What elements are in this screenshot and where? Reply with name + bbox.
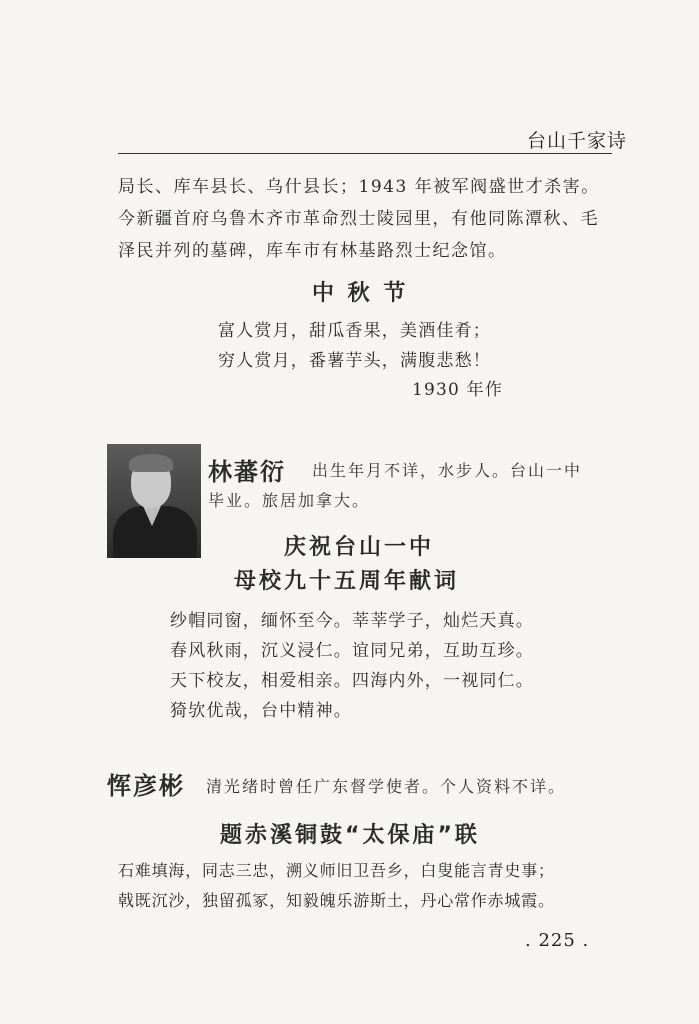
poem-line: 穷人赏月，番薯芋头，满腹悲愁！ [218,351,491,371]
intro-line: 今新疆首府乌鲁木齐市革命烈士陵园里，有他同陈潭秋、毛 [118,209,599,229]
couplet-line: 石难填海，同志三忠，溯义师旧卫吾乡，白叟能言青史事； [118,861,555,880]
author-bio: 毕业。旅居加拿大。 [208,491,371,510]
couplet-line: 戟既沉沙，独留孤冢，知毅魄乐游斯土，丹心常作赤城霞。 [118,891,555,910]
poem-line: 春风秋雨，沉义浸仁。谊同兄弟，互助互珍。 [170,641,534,661]
poem-line: 富人赏月，甜瓜香果，美酒佳肴； [218,321,491,341]
poem-line: 猗欤优哉，台中精神。 [170,701,352,721]
author-name: 林蕃衍 [208,458,286,486]
poem-title: 庆祝台山一中 [284,535,435,560]
poem-title: 母校九十五周年献词 [234,569,460,594]
header-rule [118,153,612,154]
author-name: 恽彦彬 [107,772,185,800]
photo-hair [129,454,173,472]
author-bio: 出生年月不详，水步人。台山一中 [312,461,583,480]
poem-line: 纱帽同窗，缅怀至今。莘莘学子，灿烂天真。 [170,611,534,631]
poem-title: 题赤溪铜鼓“太保庙”联 [220,823,480,848]
poem-line: 天下校友，相爱相亲。四海内外，一视同仁。 [170,671,534,691]
intro-line: 泽民并列的墓碑，库车市有林基路烈士纪念馆。 [118,241,507,261]
poem-date: 1930 年作 [412,380,504,400]
intro-line: 局长、库车县长、乌什县长；1943 年被军阀盛世才杀害。 [118,177,600,197]
page-number: . 225 . [525,930,590,951]
author-bio: 清光绪时曾任广东督学使者。个人资料不详。 [206,777,567,796]
poem-title-mid-autumn: 中 秋 节 [312,281,409,306]
author-photo [107,444,201,558]
running-header: 台山千家诗 [526,130,627,152]
